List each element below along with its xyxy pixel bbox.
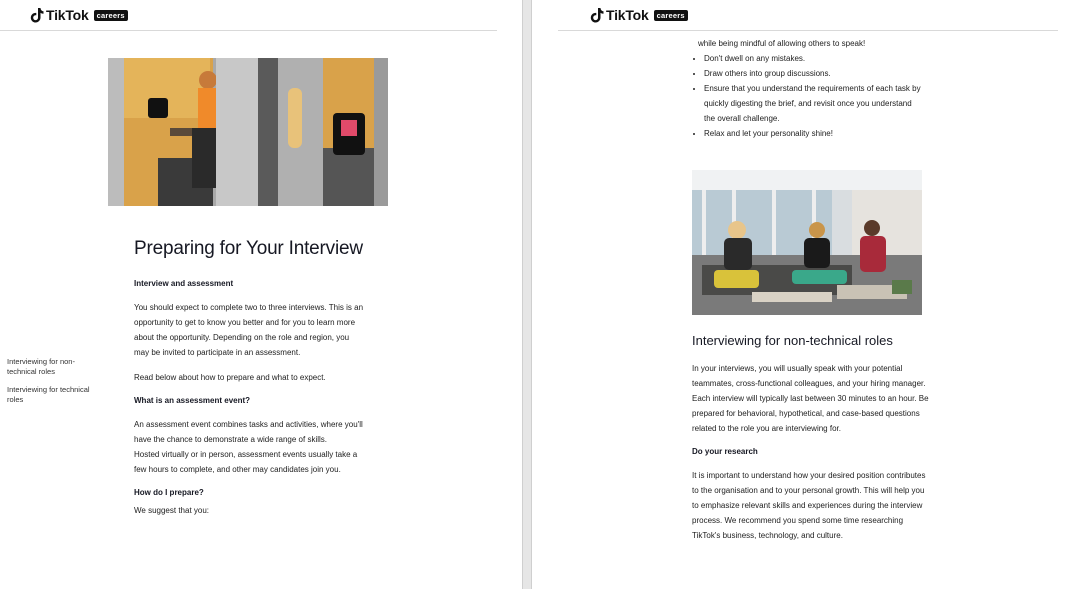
side-nav-technical-link[interactable]: Interviewing for technical roles bbox=[7, 385, 90, 404]
careers-badge: careers bbox=[654, 10, 688, 21]
office-meeting-photo bbox=[692, 170, 922, 315]
side-navigation bbox=[7, 357, 97, 413]
page-title: Preparing for Your Interview bbox=[134, 238, 363, 259]
nontechnical-section bbox=[692, 333, 932, 543]
list-item: • Draw others into group discussions. bbox=[704, 66, 924, 81]
tiktok-note-icon bbox=[590, 7, 604, 23]
window-divider[interactable] bbox=[522, 0, 532, 589]
tiktok-note-icon bbox=[30, 7, 44, 23]
assessment-paragraph-1: An assessment event combines tasks and activities, where you'll have the chance to demonstrate a wide range of skills. bbox=[134, 420, 363, 444]
interview-assessment-heading: Interview and assessment bbox=[134, 279, 234, 288]
research-paragraph: It is important to understand how your desired position contributes to the organisation and to your personal growth. This will help you to emphasize relevant skills and experiences during the interview process. We recommend you spend some time researching TikTok's business, technology, and culture. bbox=[692, 471, 926, 540]
side-nav-nontechnical-link[interactable]: Interviewing for non-technical roles bbox=[7, 357, 75, 376]
assessment-paragraph-2: Hosted virtually or in person, assessment events usually take a few hours to complete, and other may candidates join you. bbox=[134, 450, 358, 474]
list-item: • Don't dwell on any mistakes. bbox=[704, 51, 924, 66]
site-header bbox=[558, 0, 1058, 31]
list-item: • Relax and let your personality shine! bbox=[704, 126, 924, 141]
prepare-heading: How do I prepare? bbox=[134, 488, 204, 497]
logo-wordmark: TikTok bbox=[606, 7, 649, 23]
bullet-continued-text: while being mindful of allowing others to speak! bbox=[698, 39, 866, 48]
research-heading: Do your research bbox=[692, 447, 758, 456]
main-article bbox=[134, 236, 366, 518]
assessment-event-heading: What is an assessment event? bbox=[134, 396, 251, 405]
prepare-paragraph-1: We suggest that you: bbox=[134, 506, 210, 515]
list-item: • Ensure that you understand the requirements of each task by quickly digesting the brief, and revisit once you understand the overall challenge. bbox=[704, 81, 924, 126]
interview-paragraph-2: Read below about how to prepare and what to expect. bbox=[134, 373, 326, 382]
nontechnical-paragraph: In your interviews, you will usually speak with your potential teammates, cross-functional colleagues, and your hiring manager. Each interview will typically last between 30 minutes to an hour. Be prepared for behavioral, hypothetical, and case-based questions related to the role you are interviewing for. bbox=[692, 364, 929, 433]
tips-list bbox=[692, 51, 924, 141]
main-article bbox=[692, 36, 924, 141]
site-header bbox=[0, 0, 497, 31]
tiktok-careers-logo[interactable] bbox=[30, 6, 128, 24]
nontechnical-title: Interviewing for non-technical roles bbox=[692, 333, 893, 348]
tiktok-careers-logo[interactable] bbox=[590, 6, 688, 24]
hero-image-phone-booths bbox=[108, 58, 388, 206]
logo-wordmark: TikTok bbox=[46, 7, 89, 23]
office-booth-photo bbox=[108, 58, 388, 206]
interview-paragraph-1: You should expect to complete two to three interviews. This is an opportunity to get to know you better and for you to learn more about the opportunity. Depending on the role and region, you may be invited to participate in an assessment. bbox=[134, 303, 364, 357]
left-page-pane[interactable] bbox=[0, 0, 522, 589]
careers-badge: careers bbox=[94, 10, 128, 21]
hero-image-group-meeting bbox=[692, 170, 922, 315]
right-page-pane[interactable] bbox=[532, 0, 1080, 589]
